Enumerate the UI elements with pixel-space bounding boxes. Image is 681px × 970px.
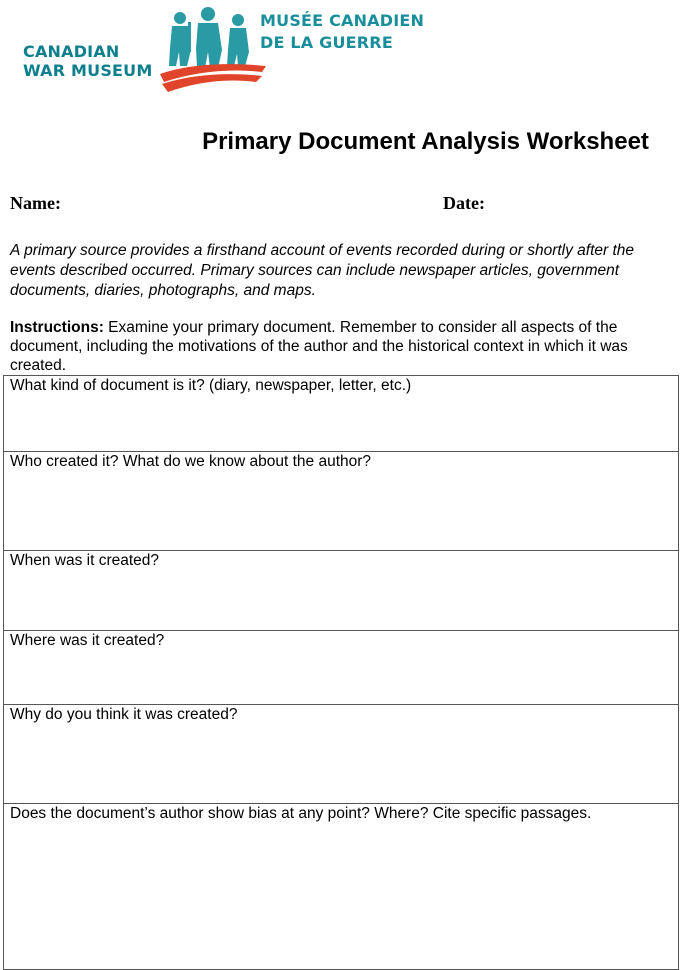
museum-logo: [20, 4, 440, 96]
instructions-text: Examine your primary document. Remember to consider all aspects of the document, including the motivations of the author and the historical context in which it was created.: [10, 319, 628, 374]
intro-paragraph: A primary source provides a firsthand account of events recorded during or shortly after the events described occurred. Primary sources can include newspaper articles, government documents, diaries, photographs, and maps.: [10, 242, 635, 299]
instructions-label: Instructions:: [10, 319, 104, 336]
question-text: What kind of document is it? (diary, newspaper, letter, etc.): [10, 377, 412, 394]
page-title: [0, 128, 681, 156]
date-label: Date:: [443, 193, 485, 213]
question-text: Why do you think it was created?: [10, 706, 238, 723]
questions-table: [3, 375, 679, 970]
question-row[interactable]: [4, 705, 678, 804]
logo-english-name: [23, 42, 152, 80]
question-row[interactable]: [4, 376, 678, 452]
logo-french-line2: DE LA GUERRE: [260, 33, 393, 52]
question-row[interactable]: [4, 551, 678, 631]
question-text: Does the document’s author show bias at any point? Where? Cite specific passages.: [10, 805, 592, 822]
instructions-paragraph: [10, 318, 675, 375]
page-title-text: Primary Document Analysis Worksheet: [202, 128, 649, 155]
name-label: Name:: [10, 193, 61, 213]
logo-english-line1: CANADIAN: [23, 42, 120, 61]
soldiers-emblem-icon: [158, 4, 270, 94]
question-text: Who created it? What do we know about the author?: [10, 453, 372, 470]
question-row[interactable]: [4, 804, 678, 969]
logo-french-line1: MUSÉE CANADIEN: [260, 11, 425, 30]
question-row[interactable]: [4, 452, 678, 551]
logo-french-name: [260, 10, 424, 54]
logo-english-line2: WAR MUSEUM: [23, 61, 153, 80]
question-text: When was it created?: [10, 552, 160, 569]
question-text: Where was it created?: [10, 632, 165, 649]
question-row[interactable]: [4, 631, 678, 705]
